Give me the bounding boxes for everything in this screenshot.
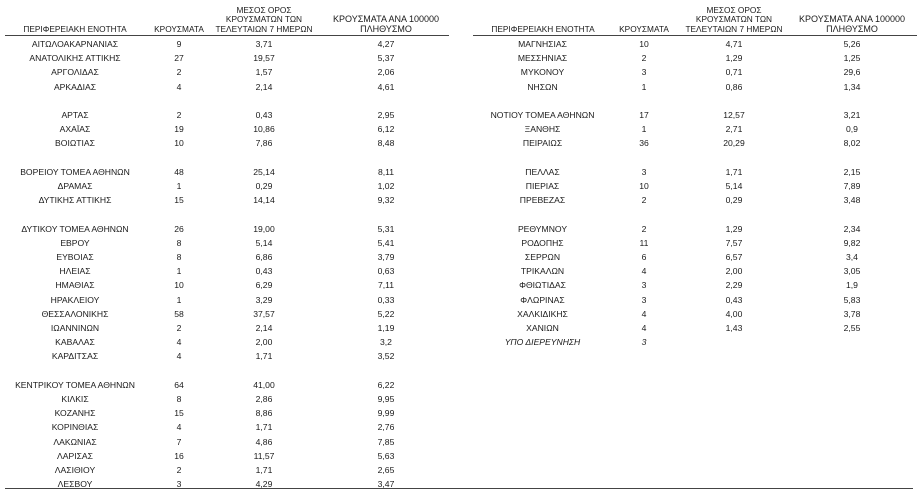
cell-cases: 58 — [174, 308, 184, 319]
cell-per100k: 29,6 — [843, 67, 861, 78]
right-header-cases-label: ΚΡΟΥΣΜΑΤΑ — [619, 23, 669, 34]
cell-region: ΝΟΤΙΟΥ ΤΟΜΕΑ ΑΘΗΝΩΝ — [490, 110, 595, 120]
table-row — [0, 335, 918, 349]
cell-avg: 1,29 — [725, 53, 743, 64]
cell-cases: 64 — [174, 379, 184, 390]
cell-avg: 0,86 — [725, 81, 743, 92]
cell-cases: 7 — [176, 436, 182, 447]
cell-region: ΗΡΑΚΛΕΙΟΥ — [50, 294, 100, 305]
cell-avg: 1,57 — [255, 67, 273, 78]
cell-per100k: 2,15 — [843, 166, 861, 177]
left-header-per100k — [322, 0, 450, 34]
cell-cases: 36 — [639, 138, 649, 149]
table-row — [0, 463, 918, 477]
cell-per100k: 2,34 — [843, 223, 861, 234]
table-row — [0, 236, 918, 250]
cell-cases: 1 — [176, 266, 182, 277]
cell-avg: 7,86 — [255, 138, 273, 149]
right-header-region — [473, 0, 613, 34]
cell-region: ΠΡΕΒΕΖΑΣ — [519, 195, 566, 206]
cell-per100k: 6,12 — [377, 124, 395, 135]
cell-cases: 48 — [174, 166, 184, 177]
cell-avg: 2,00 — [255, 337, 273, 348]
cell-per100k: 3,79 — [377, 252, 395, 262]
cell-per100k: 2,55 — [843, 323, 861, 333]
cell-avg: 0,29 — [725, 195, 743, 206]
cell-region: ΜΥΚΟΝΟΥ — [520, 67, 565, 78]
cell-avg: 4,29 — [255, 479, 273, 490]
cell-avg: 8,86 — [255, 408, 273, 419]
table-row — [0, 435, 918, 449]
cell-avg: 11,57 — [253, 450, 275, 461]
table-row — [0, 136, 918, 150]
cell-avg: 3,29 — [255, 294, 273, 305]
cell-cases: 4 — [176, 422, 182, 433]
cell-region: ΜΕΣΣΗΝΙΑΣ — [517, 53, 568, 64]
table-row — [0, 122, 918, 136]
cell-per100k: 6,22 — [377, 379, 395, 390]
cell-cases: 10 — [639, 181, 649, 191]
left-header-cases-label: ΚΡΟΥΣΜΑΤΑ — [154, 23, 204, 34]
cell-per100k: 1,9 — [846, 280, 858, 291]
cell-region: ΠΕΙΡΑΙΩΣ — [522, 138, 563, 149]
cell-cases: 2 — [641, 53, 647, 64]
cell-region: ΚΑΡΔΙΤΣΑΣ — [51, 351, 99, 362]
right-header-rule — [473, 35, 917, 36]
cell-cases: 8 — [176, 252, 182, 262]
cell-cases: 27 — [174, 53, 184, 64]
cell-region: ΦΛΩΡΙΝΑΣ — [520, 294, 565, 305]
table-row — [0, 108, 918, 122]
table-row — [0, 80, 918, 94]
cell-avg: 2,29 — [725, 280, 743, 291]
cell-avg: 0,43 — [255, 110, 273, 120]
table-row — [0, 250, 918, 264]
cell-avg: 20,29 — [723, 138, 745, 149]
table-row — [0, 165, 918, 179]
cell-region: ΒΟΡΕΙΟΥ ΤΟΜΕΑ ΑΘΗΝΩΝ — [20, 166, 130, 177]
cell-per100k: 9,99 — [377, 408, 395, 419]
cell-avg: 2,86 — [255, 394, 273, 404]
cell-region: ΗΛΕΙΑΣ — [59, 266, 91, 277]
cell-per100k: 2,76 — [377, 422, 395, 433]
cell-avg: 3,71 — [255, 39, 273, 49]
cell-per100k: 8,02 — [843, 138, 861, 149]
cell-cases: 1 — [176, 294, 182, 305]
cell-per100k: 9,32 — [377, 195, 395, 206]
cell-avg: 7,57 — [725, 237, 743, 248]
cell-region: ΔΥΤΙΚΟΥ ΤΟΜΕΑ ΑΘΗΝΩΝ — [21, 223, 129, 234]
cell-cases: 19 — [174, 124, 184, 135]
cell-region: ΔΡΑΜΑΣ — [57, 181, 93, 191]
cell-cases: 4 — [641, 266, 647, 277]
cell-cases: 1 — [176, 181, 182, 191]
cell-region: ΚΙΛΚΙΣ — [61, 394, 89, 404]
cell-per100k: 2,65 — [377, 465, 395, 475]
cell-avg: 1,29 — [725, 223, 743, 234]
cell-cases: 4 — [641, 308, 647, 319]
cell-avg: 12,57 — [723, 110, 745, 120]
cell-avg: 5,14 — [725, 181, 743, 191]
cell-region: ΝΗΣΩΝ — [527, 81, 558, 92]
cell-region: ΠΕΛΛΑΣ — [525, 166, 560, 177]
cell-region: ΙΩΑΝΝΙΝΩΝ — [50, 323, 100, 333]
cell-region: ΜΑΓΝΗΣΙΑΣ — [518, 39, 567, 49]
cell-region: ΡΕΘΥΜΝΟΥ — [517, 223, 568, 234]
cell-cases: 3 — [641, 337, 647, 348]
cell-cases: 3 — [641, 166, 647, 177]
cell-region: ΧΑΛΚΙΔΙΚΗΣ — [517, 308, 568, 319]
cell-region: ΒΟΙΩΤΙΑΣ — [55, 138, 95, 149]
cell-per100k: 1,02 — [377, 181, 395, 191]
table-row — [0, 222, 918, 236]
cell-avg: 2,71 — [725, 124, 743, 135]
cell-per100k: 3,21 — [843, 110, 861, 120]
right-header-per100k-line2: ΠΛΗΘΥΣΜΟ — [826, 23, 878, 34]
cell-cases: 2 — [641, 195, 647, 206]
cell-cases: 2 — [641, 223, 647, 234]
cell-region: ΡΟΔΟΠΗΣ — [521, 237, 564, 248]
cell-region: ΛΕΣΒΟΥ — [57, 479, 93, 490]
table-row — [0, 51, 918, 65]
cell-per100k: 8,11 — [377, 166, 395, 177]
cell-per100k: 7,85 — [377, 436, 395, 447]
cell-avg: 5,14 — [255, 237, 273, 248]
left-header-per100k-line2: ΠΛΗΘΥΣΜΟ — [360, 23, 412, 34]
cell-per100k: 3,52 — [377, 351, 395, 362]
cell-region: ΞΑΝΘΗΣ — [524, 124, 561, 135]
bottom-rule — [5, 488, 913, 489]
left-header-avg-line2: ΚΡΟΥΣΜΑΤΩΝ ΤΩΝ — [225, 14, 303, 24]
table-row — [0, 392, 918, 406]
table-row — [0, 65, 918, 79]
cell-cases: 2 — [176, 67, 182, 78]
cell-region: ΑΧΑΪΑΣ — [59, 124, 91, 135]
table-row — [0, 307, 918, 321]
cell-avg: 10,86 — [253, 124, 275, 135]
cell-per100k: 5,83 — [843, 294, 861, 305]
cell-region: ΧΑΝΙΩΝ — [526, 323, 559, 333]
cell-region: ΗΜΑΘΙΑΣ — [55, 280, 95, 291]
cell-per100k: 5,63 — [377, 450, 395, 461]
cell-avg: 37,57 — [253, 308, 275, 319]
cell-avg: 4,00 — [725, 308, 743, 319]
cell-cases: 4 — [641, 323, 647, 333]
right-header-avg-line2: ΚΡΟΥΣΜΑΤΩΝ ΤΩΝ — [695, 14, 773, 24]
right-header-avg-line3: ΤΕΛΕΥΤΑΙΩΝ 7 ΗΜΕΡΩΝ — [685, 23, 783, 34]
cell-per100k: 5,41 — [377, 237, 395, 248]
cell-region: ΑΝΑΤΟΛΙΚΗΣ ΑΤΤΙΚΗΣ — [29, 53, 121, 64]
cell-avg: 0,29 — [255, 181, 273, 191]
cell-region: ΣΕΡΡΩΝ — [524, 252, 561, 262]
cell-per100k: 2,06 — [377, 67, 395, 78]
cell-per100k: 5,26 — [843, 39, 861, 49]
table-row — [0, 420, 918, 434]
cell-avg: 0,43 — [725, 294, 743, 305]
cell-per100k: 4,27 — [377, 39, 395, 49]
table-row — [0, 293, 918, 307]
cell-avg: 25,14 — [253, 166, 275, 177]
cell-cases: 4 — [176, 351, 182, 362]
cell-per100k: 7,11 — [377, 280, 395, 291]
cell-region: ΔΥΤΙΚΗΣ ΑΤΤΙΚΗΣ — [38, 195, 112, 206]
cell-per100k: 3,47 — [377, 479, 395, 490]
cell-per100k: 1,25 — [843, 53, 861, 64]
cell-avg: 1,71 — [255, 351, 273, 362]
cell-cases: 4 — [176, 81, 182, 92]
right-header-per100k-line1: ΚΡΟΥΣΜΑΤΑ ΑΝΑ 100000 — [799, 14, 905, 24]
cell-avg: 2,14 — [255, 323, 273, 333]
cell-cases: 8 — [176, 237, 182, 248]
cell-cases: 9 — [176, 39, 182, 49]
cell-cases: 6 — [641, 252, 647, 262]
cell-avg: 1,71 — [255, 465, 273, 475]
table-row — [0, 37, 918, 51]
cell-cases: 17 — [639, 110, 649, 120]
left-header-region — [5, 0, 145, 34]
left-header-rule — [5, 35, 449, 36]
cell-per100k: 4,61 — [377, 81, 395, 92]
right-header-avg-line1: ΜΕΣΟΣ ΟΡΟΣ — [706, 4, 762, 15]
cell-per100k: 0,9 — [846, 124, 858, 135]
cell-avg: 14,14 — [253, 195, 275, 206]
cell-region: ΛΑΚΩΝΙΑΣ — [53, 436, 97, 447]
cell-per100k: 7,89 — [843, 181, 861, 191]
cell-cases: 10 — [174, 138, 184, 149]
cell-per100k: 9,95 — [377, 394, 395, 404]
cell-region: ΤΡΙΚΑΛΩΝ — [520, 266, 565, 277]
left-header-avg — [212, 0, 316, 34]
cell-per100k: 5,31 — [377, 223, 395, 234]
right-header-avg — [682, 0, 786, 34]
cell-avg: 2,14 — [255, 81, 273, 92]
right-header-region-label: ΠΕΡΙΦΕΡΕΙΑΚΗ ΕΝΟΤΗΤΑ — [491, 23, 595, 34]
cell-avg: 1,43 — [725, 323, 743, 333]
cell-per100k: 0,33 — [377, 294, 395, 305]
table-row — [0, 193, 918, 207]
cell-per100k: 3,05 — [843, 266, 861, 277]
cell-cases: 3 — [641, 280, 647, 291]
cell-per100k: 2,95 — [377, 110, 395, 120]
cell-region: ΑΡΤΑΣ — [61, 110, 89, 120]
cell-avg: 41,00 — [253, 379, 275, 390]
cell-avg: 4,86 — [255, 436, 273, 447]
cell-avg: 6,57 — [725, 252, 743, 262]
left-header-avg-line3: ΤΕΛΕΥΤΑΙΩΝ 7 ΗΜΕΡΩΝ — [215, 23, 313, 34]
right-header-per100k — [788, 0, 916, 34]
cell-cases: 3 — [176, 479, 182, 490]
cell-cases: 10 — [639, 39, 649, 49]
table-row — [0, 321, 918, 335]
cell-region: ΦΘΙΩΤΙΔΑΣ — [519, 280, 566, 291]
left-header-per100k-line1: ΚΡΟΥΣΜΑΤΑ ΑΝΑ 100000 — [333, 14, 439, 24]
cell-cases: 4 — [176, 337, 182, 348]
cell-region: ΑΡΚΑΔΙΑΣ — [53, 81, 97, 92]
cell-region: ΥΠΟ ΔΙΕΡΕΥΝΗΣΗ — [504, 337, 581, 348]
cell-cases: 10 — [174, 280, 184, 291]
cell-avg: 6,29 — [255, 280, 273, 291]
table-row — [0, 477, 918, 491]
cell-region: ΕΒΡΟΥ — [60, 237, 90, 248]
cell-cases: 3 — [641, 67, 647, 78]
cell-per100k: 0,63 — [377, 266, 395, 277]
cell-per100k: 3,48 — [843, 195, 861, 206]
cell-cases: 3 — [641, 294, 647, 305]
left-header-avg-line1: ΜΕΣΟΣ ΟΡΟΣ — [236, 4, 292, 15]
cell-per100k: 8,48 — [377, 138, 395, 149]
cell-cases: 2 — [176, 465, 182, 475]
right-header-cases — [612, 0, 676, 34]
cell-per100k: 9,82 — [843, 237, 861, 248]
cell-region: ΛΑΣΙΘΙΟΥ — [54, 465, 96, 475]
cell-per100k: 3,2 — [380, 337, 392, 348]
table-row — [0, 264, 918, 278]
cell-avg: 0,43 — [255, 266, 273, 277]
cell-region: ΠΙΕΡΙΑΣ — [525, 181, 560, 191]
cell-cases: 1 — [641, 81, 647, 92]
cell-cases: 2 — [176, 323, 182, 333]
cell-avg: 1,71 — [255, 422, 273, 433]
cell-region: ΕΥΒΟΙΑΣ — [56, 252, 94, 262]
cell-region: ΛΑΡΙΣΑΣ — [57, 450, 93, 461]
left-header-region-label: ΠΕΡΙΦΕΡΕΙΑΚΗ ΕΝΟΤΗΤΑ — [23, 23, 127, 34]
cell-region: ΑΙΤΩΛΟΑΚΑΡΝΑΝΙΑΣ — [31, 39, 119, 49]
cell-per100k: 3,78 — [843, 308, 861, 319]
cell-avg: 19,57 — [253, 53, 275, 64]
table-row — [0, 449, 918, 463]
cell-cases: 15 — [174, 408, 184, 419]
table-row — [0, 406, 918, 420]
cell-cases: 26 — [174, 223, 184, 234]
cell-cases: 2 — [176, 110, 182, 120]
table-row — [0, 179, 918, 193]
cell-cases: 8 — [176, 394, 182, 404]
table-row — [0, 349, 918, 363]
cell-region: ΚΕΝΤΡΙΚΟΥ ΤΟΜΕΑ ΑΘΗΝΩΝ — [15, 379, 135, 390]
cell-avg: 1,71 — [725, 166, 743, 177]
cell-per100k: 1,19 — [377, 323, 395, 333]
cell-avg: 4,71 — [725, 39, 743, 49]
cell-cases: 15 — [174, 195, 184, 206]
cell-region: ΘΕΣΣΑΛΟΝΙΚΗΣ — [41, 308, 109, 319]
table-row — [0, 378, 918, 392]
cell-region: ΚΟΡΙΝΘΙΑΣ — [51, 422, 99, 433]
cell-avg: 19,00 — [253, 223, 275, 234]
cell-cases: 11 — [639, 237, 649, 248]
cell-avg: 6,86 — [255, 252, 273, 262]
cell-cases: 1 — [641, 124, 647, 135]
cell-avg: 2,00 — [725, 266, 743, 277]
cell-per100k: 5,37 — [377, 53, 395, 64]
cell-region: ΚΟΖΑΝΗΣ — [54, 408, 96, 419]
cell-region: ΑΡΓΟΛΙΔΑΣ — [51, 67, 99, 78]
cell-per100k: 1,34 — [843, 81, 861, 92]
table-row — [0, 278, 918, 292]
cell-cases: 16 — [174, 450, 184, 461]
left-header-cases — [148, 0, 210, 34]
cell-region: ΚΑΒΑΛΑΣ — [55, 337, 95, 348]
cell-per100k: 5,22 — [377, 308, 395, 319]
cell-per100k: 3,4 — [846, 252, 858, 262]
cell-avg: 0,71 — [725, 67, 743, 78]
